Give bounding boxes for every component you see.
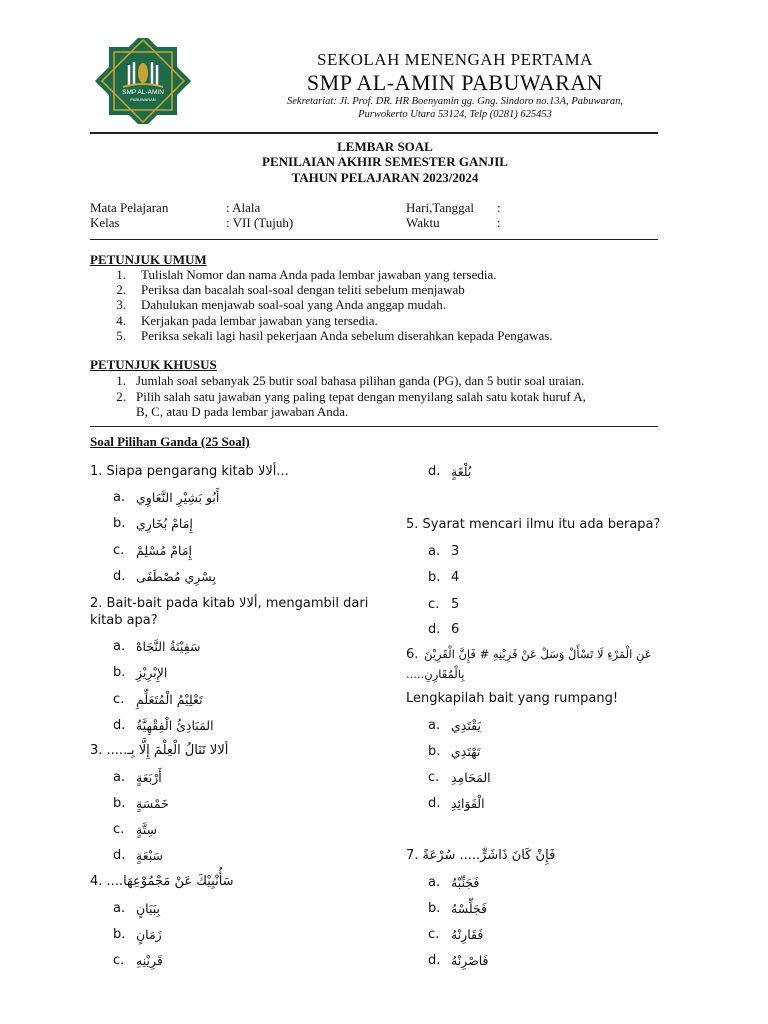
option-text: المَبَادِئُ الْفِقْهِيَّةُ: [136, 718, 214, 733]
general-item-number: 3.: [116, 297, 126, 312]
instructions-divider: [90, 426, 658, 427]
option-text: فَجَنِّبْهُ: [451, 875, 480, 890]
subject-label: Mata Pelajaran: [90, 200, 169, 215]
option-label: c.: [428, 770, 440, 785]
general-item-number: 5.: [116, 328, 126, 343]
option-label: a.: [428, 544, 441, 559]
option-text: خَمْسَةٍ: [136, 796, 169, 811]
option-text: بِسْرِي مُصْطَفَى: [136, 569, 216, 584]
option-text: زَمَانٍ: [136, 927, 162, 942]
question-1: 1. Siapa pengarang kitab ألالا...: [90, 464, 289, 479]
question-2: 2. Bait-bait pada kitab ألالا, mengambil dari: [90, 596, 369, 611]
date-label: Hari,Tanggal: [406, 200, 475, 215]
class-label: Kelas: [90, 215, 120, 230]
option-label: a.: [428, 875, 441, 890]
option-text: إِمَامْ بُخَارِي: [136, 516, 193, 531]
general-item-text: Periksa sekali lagi hasil pekerjaan Anda sebelum diserahkan kepada Pengawas.: [141, 328, 553, 343]
special-item-number: 2.: [116, 389, 126, 404]
option-label: b.: [428, 570, 441, 585]
option-text: فَجَلِّسْهُ: [451, 901, 488, 916]
school-name: SMP AL-AMIN PABUWARAN: [306, 70, 604, 95]
option-text: بِبَيَانٍ: [136, 901, 161, 916]
option-label: d.: [428, 464, 441, 479]
special-item-number: 1.: [116, 373, 126, 388]
logo-text: SMP AL-AMIN: [122, 89, 164, 96]
logo-flame-icon: [138, 63, 148, 83]
doc-subtitle: PENILAIAN AKHIR SEMESTER GANJIL: [262, 154, 508, 169]
option-text: الْفَوَائِدِ: [451, 796, 485, 811]
school-logo: [90, 38, 196, 124]
school-address-line1: Sekretariat: Jl. Prof. DR. HR Boenyamin gg. Gng. Sindoro no.13A, Pabuwaran,: [287, 96, 623, 107]
doc-year: TAHUN PELAJARAN 2023/2024: [291, 170, 479, 185]
option-text: 4: [451, 570, 460, 585]
option-label: c.: [428, 597, 440, 612]
option-text: 6: [451, 622, 460, 637]
logo-subtext: PABUWARAN: [130, 97, 156, 102]
option-label: c.: [113, 543, 125, 558]
option-text: المَحَامِدِ: [451, 770, 491, 785]
option-label: b.: [428, 901, 441, 916]
special-item-text-cont: B, C, atau D pada lembar jawaban Anda.: [136, 404, 349, 419]
option-text: تَعْلِيْمُ الْمُتَعَلِّمِ: [136, 692, 203, 707]
option-text: بُلْغَةٍ: [451, 464, 472, 479]
school-address-line2: Purwokerto Utara 53124, Telp (0281) 625453: [358, 109, 552, 120]
date-value: :: [497, 200, 501, 215]
option-label: a.: [113, 770, 126, 785]
header-divider: [90, 132, 658, 134]
option-label: b.: [113, 927, 126, 942]
option-text: تَهْتَدِي: [451, 744, 481, 759]
option-label: d.: [428, 953, 441, 968]
option-label: d.: [428, 796, 441, 811]
option-label: b.: [428, 744, 441, 759]
general-item-text: Kerjakan pada lembar jawaban yang tersedia.: [141, 313, 378, 328]
time-label: Waktu: [406, 215, 440, 230]
question-6-verse-cont: .....بِالْمُقَارِنِ: [406, 667, 465, 681]
general-item-text: Periksa dan bacalah soal-soal dengan teliti sebelum menjawab: [141, 282, 465, 297]
question-6-verse: عَنِ الْمَرْءِ لَا تَسْأَلْ وَسَلْ عَنْ قَرِيْنِهِ # فَإِنَّ الْقَرِيْنَ: [424, 647, 652, 661]
meta-divider: [90, 239, 658, 240]
option-text: سَفِيْنَةُ النَّجَاهْ: [136, 639, 201, 654]
special-item-text: Jumlah soal sebanyak 25 butir soal bahasa pilihan ganda (PG), dan 5 butir soal uraian.: [136, 373, 585, 388]
question-2-cont: kitab apa?: [90, 613, 158, 628]
question-4: 4. ....سَأُنْبِيْكَ عَنْ مَجْمُوْعِهَا: [90, 874, 234, 889]
general-item-text: Tulislah Nomor dan nama Anda pada lembar jawaban yang tersedia.: [141, 267, 497, 282]
option-label: d.: [113, 848, 126, 863]
option-text: الإِبْرِيْزِ: [136, 665, 168, 680]
option-text: أَبُو بَشِيْرِ النَّعَاوِي: [136, 490, 220, 505]
option-label: d.: [113, 569, 126, 584]
option-label: a.: [113, 639, 126, 654]
option-text: 3: [451, 544, 460, 559]
special-instructions-heading: PETUNJUK KHUSUS: [90, 357, 217, 372]
class-value: : VII (Tujuh): [226, 215, 294, 230]
option-text: سِتَّةٍ: [136, 822, 157, 837]
option-label: c.: [113, 692, 125, 707]
question-5: 5. Syarat mencari ilmu itu ada berapa?: [406, 517, 661, 532]
option-label: c.: [428, 927, 440, 942]
option-text: 5: [451, 597, 460, 612]
question-7: 7. فَإِنْ كَانَ ذَاشَرٍّ..... سُرْعَةً: [406, 848, 556, 863]
special-item-text: Pilih salah satu jawaban yang paling tepat dengan menyilang salah satu kotak huruf A,: [136, 389, 586, 404]
general-item-number: 4.: [116, 313, 126, 328]
section-heading: Soal Pilihan Ganda (25 Soal): [90, 434, 250, 449]
option-text: يَقْتَدِي: [451, 718, 481, 733]
option-label: c.: [113, 953, 125, 968]
option-label: d.: [113, 718, 126, 733]
time-value: :: [497, 215, 501, 230]
question-6-prompt: Lengkapilah bait yang rumpang!: [406, 691, 619, 706]
general-item-number: 2.: [116, 282, 126, 297]
option-label: b.: [113, 665, 126, 680]
general-item-number: 1.: [116, 267, 126, 282]
option-label: d.: [428, 622, 441, 637]
option-label: a.: [428, 718, 441, 733]
doc-title: LEMBAR SOAL: [337, 139, 433, 154]
option-label: b.: [113, 796, 126, 811]
option-text: سَبْعَةٍ: [136, 848, 163, 863]
general-instructions-heading: PETUNJUK UMUM: [90, 252, 207, 267]
option-text: فَاصْرِنْهُ: [451, 953, 489, 968]
question-3: 3. .....ألالا تَنَالُ الْعِلْمَ إِلَّا بِـ: [90, 743, 229, 758]
option-text: فَقَارِنْهُ: [451, 927, 484, 942]
option-label: a.: [113, 490, 126, 505]
option-label: c.: [113, 822, 125, 837]
option-text: أَرْبَعَةٍ: [136, 770, 162, 785]
option-label: a.: [113, 901, 126, 916]
question-6-number: 6.: [406, 647, 419, 662]
option-text: قَرِيْنِهِ: [136, 953, 163, 968]
subject-value: : Alala: [226, 200, 261, 215]
school-type: SEKOLAH MENENGAH PERTAMA: [317, 50, 593, 69]
option-text: إِمَامْ مُسْلِمْ: [136, 543, 192, 558]
general-item-text: Dahulukan menjawab soal-soal yang Anda anggap mudah.: [141, 297, 447, 312]
option-label: b.: [113, 516, 126, 531]
